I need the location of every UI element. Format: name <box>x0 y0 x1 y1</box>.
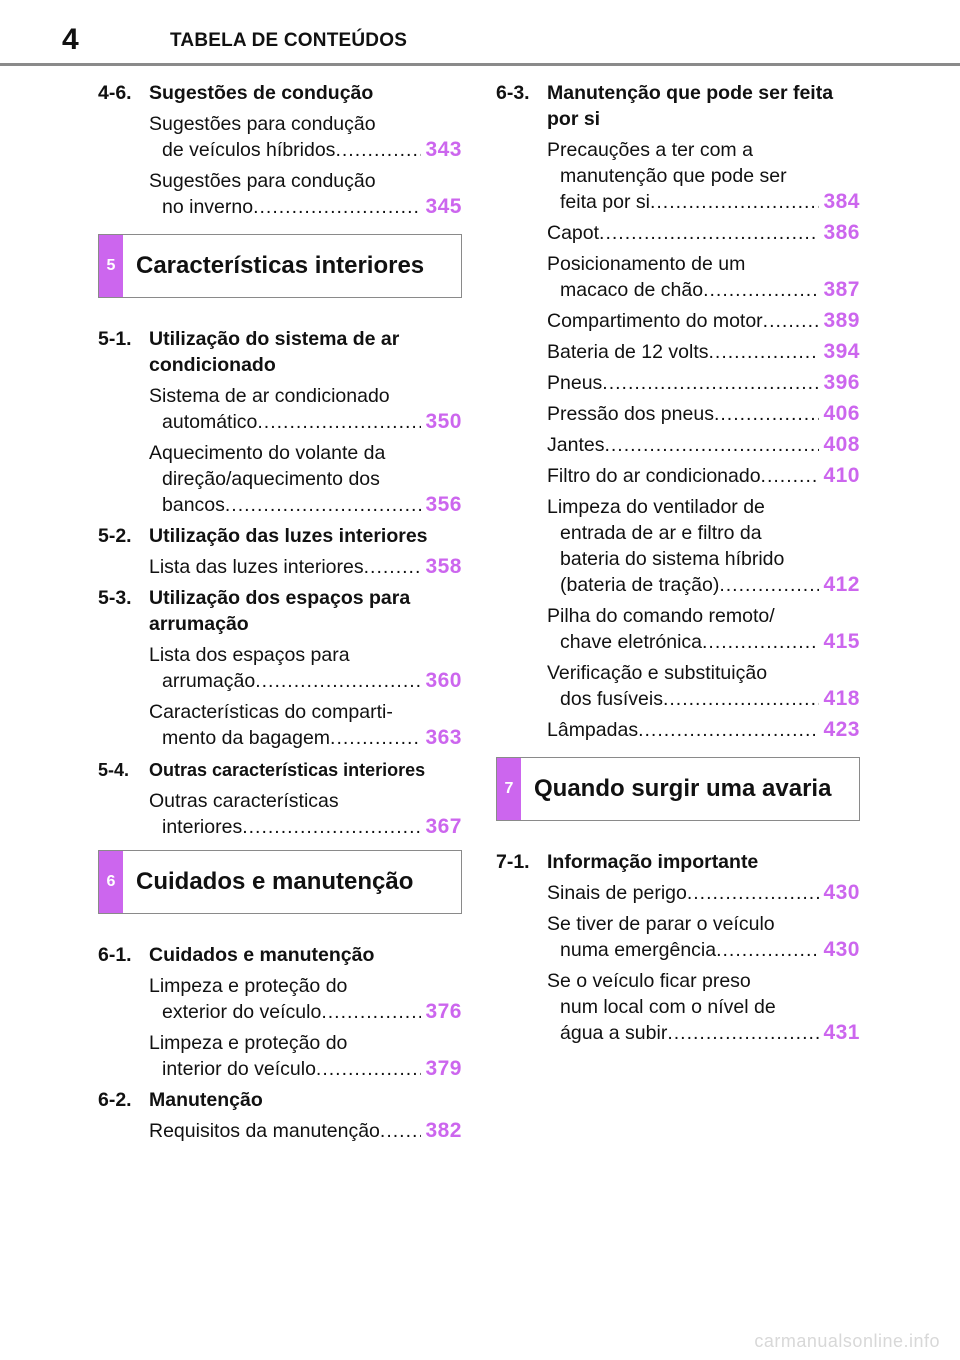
leader-dots <box>719 572 819 598</box>
toc-entry[interactable] <box>547 603 860 655</box>
section-title: Manutenção <box>149 1089 263 1111</box>
entry-page-number[interactable]: 343 <box>425 138 462 161</box>
entry-page-number[interactable]: 406 <box>823 402 860 425</box>
toc-entry[interactable] <box>547 220 860 246</box>
section-heading <box>98 585 462 637</box>
toc-right-column <box>496 80 860 1051</box>
toc-entry[interactable] <box>149 973 462 1025</box>
leader-dots <box>242 814 421 840</box>
entry-text: bateria do sistema híbrido <box>560 548 785 570</box>
leader-dots <box>316 1056 422 1082</box>
leader-dots <box>667 1020 819 1046</box>
leader-dots <box>663 686 819 712</box>
entry-text: Pilha do comando remoto/ <box>547 605 775 627</box>
entry-text: Lista das luzes interiores <box>149 556 364 578</box>
entry-text: Lista dos espaços para <box>149 644 350 666</box>
toc-entry[interactable] <box>149 554 462 580</box>
toc-entry[interactable] <box>547 339 860 365</box>
toc-entry[interactable] <box>547 432 860 458</box>
section-number: 6-3. <box>496 82 530 104</box>
entry-text: Jantes <box>547 434 605 456</box>
entry-page-number[interactable]: 430 <box>823 881 860 904</box>
leader-dots <box>638 717 819 743</box>
entry-text: interior do veículo <box>162 1058 316 1080</box>
toc-entry[interactable] <box>149 383 462 435</box>
section-title: Outras características interiores <box>149 760 426 780</box>
toc-entry[interactable] <box>547 494 860 598</box>
entry-text: Sugestões para condução <box>149 113 376 135</box>
entry-text: num local com o nível de <box>560 996 776 1018</box>
entry-page-number[interactable]: 412 <box>823 573 860 596</box>
entry-text: Sinais de perigo <box>547 882 687 904</box>
toc-entry[interactable] <box>149 642 462 694</box>
section-title: Cuidados e manutenção <box>149 944 375 966</box>
section-number: 5-2. <box>98 525 132 547</box>
toc-entry[interactable] <box>149 440 462 518</box>
entry-text: Sugestões para condução <box>149 170 376 192</box>
chapter-box[interactable] <box>98 850 462 914</box>
entry-page-number[interactable]: 367 <box>425 815 462 838</box>
page-title: TABELA DE CONTEÚDOS <box>170 30 408 51</box>
section-number: 5-1. <box>98 328 132 350</box>
entry-text: Precauções a ter com a <box>547 139 753 161</box>
chapter-tab: 7 <box>497 758 521 820</box>
entry-text: feita por si <box>560 191 650 213</box>
leader-dots <box>255 668 421 694</box>
toc-entry[interactable] <box>547 463 860 489</box>
entry-text: Características do comparti- <box>149 701 393 723</box>
leader-dots <box>761 463 820 489</box>
entry-text: de veículos híbridos <box>162 139 336 161</box>
entry-text: (bateria de tração) <box>560 574 720 596</box>
leader-dots <box>709 339 820 365</box>
entry-text: macaco de chão <box>560 279 704 301</box>
section-number: 6-1. <box>98 944 132 966</box>
chapter-box[interactable] <box>496 757 860 821</box>
leader-dots <box>253 194 421 220</box>
section-heading <box>496 849 860 875</box>
entry-page-number[interactable]: 379 <box>425 1057 462 1080</box>
section-title: Informação importante <box>547 851 759 873</box>
toc-entry[interactable] <box>149 168 462 220</box>
entry-text: direção/aquecimento dos <box>162 468 380 490</box>
chapter-title: Cuidados e manutenção <box>136 868 414 895</box>
chapter-title: Quando surgir uma avaria <box>534 775 832 802</box>
section-title: condicionado <box>149 354 276 376</box>
toc-entry[interactable] <box>547 370 860 396</box>
toc-entry[interactable] <box>547 401 860 427</box>
watermark: carmanualsonline.info <box>754 1331 940 1351</box>
leader-dots <box>321 999 421 1025</box>
entry-text: Verificação e substituição <box>547 662 768 684</box>
section-heading <box>98 523 462 549</box>
toc-entry[interactable] <box>149 111 462 163</box>
entry-text: Aquecimento do volante da <box>149 442 386 464</box>
entry-page-number[interactable]: 350 <box>425 410 462 433</box>
section-title: por si <box>547 108 601 130</box>
entry-page-number[interactable]: 363 <box>425 726 462 749</box>
entry-page-number[interactable]: 431 <box>823 1021 860 1044</box>
toc-entry[interactable] <box>547 308 860 334</box>
chapter-tab: 6 <box>99 851 123 913</box>
entry-text: exterior do veículo <box>162 1001 322 1023</box>
leader-dots <box>225 492 422 518</box>
entry-page-number[interactable]: 394 <box>823 340 860 363</box>
toc-entry[interactable] <box>149 1030 462 1082</box>
section-heading <box>98 942 462 968</box>
entry-page-number[interactable]: 430 <box>823 938 860 961</box>
entry-page-number[interactable]: 408 <box>823 433 860 456</box>
toc-entry[interactable] <box>149 788 462 840</box>
section-heading <box>98 1087 462 1113</box>
leader-dots <box>650 189 819 215</box>
toc-entry[interactable] <box>547 968 860 1046</box>
entry-text: água a subir <box>560 1022 668 1044</box>
entry-page-number[interactable]: 386 <box>823 221 860 244</box>
entry-page-number[interactable]: 382 <box>425 1119 462 1142</box>
header-divider <box>0 63 960 66</box>
entry-text: Filtro do ar condicionado <box>547 465 761 487</box>
leader-dots <box>257 409 421 435</box>
leader-dots <box>716 937 819 963</box>
entry-text: entrada de ar e filtro da <box>560 522 762 544</box>
entry-text: chave eletrónica <box>560 631 703 653</box>
entry-text: automático <box>162 411 258 433</box>
entry-text: Lâmpadas <box>547 719 639 741</box>
entry-text: Limpeza e proteção do <box>149 975 348 997</box>
chapter-box[interactable] <box>98 234 462 298</box>
entry-page-number[interactable]: 389 <box>823 309 860 332</box>
entry-page-number[interactable]: 387 <box>823 278 860 301</box>
entry-page-number[interactable]: 410 <box>823 464 860 487</box>
section-heading <box>98 80 462 106</box>
section-title: Utilização do sistema de ar <box>149 328 400 350</box>
leader-dots <box>599 220 819 246</box>
entry-text: dos fusíveis <box>560 688 663 710</box>
section-heading <box>98 757 462 783</box>
entry-page-number[interactable]: 384 <box>823 190 860 213</box>
entry-text: Outras características <box>149 790 339 812</box>
entry-text: no inverno <box>162 196 254 218</box>
entry-page-number[interactable]: 418 <box>823 687 860 710</box>
chapter-title: Características interiores <box>136 252 425 279</box>
entry-text: Bateria de 12 volts <box>547 341 709 363</box>
toc-entry[interactable] <box>547 717 860 743</box>
section-title: Manutenção que pode ser feita <box>547 82 834 104</box>
entry-page-number[interactable]: 356 <box>425 493 462 516</box>
entry-page-number[interactable]: 415 <box>823 630 860 653</box>
toc-entry[interactable] <box>547 137 860 215</box>
entry-text: manutenção que pode ser <box>560 165 787 187</box>
entry-text: numa emergência <box>560 939 717 961</box>
page-number: 4 <box>62 23 79 56</box>
section-number: 5-3. <box>98 587 132 609</box>
entry-text: mento da bagagem <box>162 727 331 749</box>
entry-text: Compartimento do motor <box>547 310 763 332</box>
section-heading <box>496 80 860 132</box>
toc-entry[interactable] <box>547 251 860 303</box>
entry-page-number[interactable]: 360 <box>425 669 462 692</box>
leader-dots <box>702 629 819 655</box>
entry-text: Posicionamento de um <box>547 253 746 275</box>
toc-left-column <box>98 80 462 1149</box>
leader-dots <box>703 277 819 303</box>
toc-entry[interactable] <box>149 1118 462 1144</box>
page-header <box>0 0 960 66</box>
entry-text: Se o veículo ficar preso <box>547 970 751 992</box>
section-title: arrumação <box>149 613 249 635</box>
leader-dots <box>330 725 421 751</box>
section-title: Utilização dos espaços para <box>149 587 411 609</box>
toc-entry[interactable] <box>547 880 860 906</box>
section-title: Utilização das luzes interiores <box>149 525 428 547</box>
leader-dots <box>687 880 820 906</box>
entry-text: Capot <box>547 222 600 244</box>
entry-page-number[interactable]: 345 <box>425 195 462 218</box>
leader-dots <box>335 137 421 163</box>
section-number: 6-2. <box>98 1089 132 1111</box>
leader-dots <box>364 554 422 580</box>
entry-text: Sistema de ar condicionado <box>149 385 390 407</box>
section-heading <box>98 326 462 378</box>
entry-page-number[interactable]: 358 <box>425 555 462 578</box>
section-number: 4-6. <box>98 82 132 104</box>
toc-entry[interactable] <box>547 660 860 712</box>
leader-dots <box>604 432 819 458</box>
toc-entry[interactable] <box>547 911 860 963</box>
leader-dots <box>602 370 819 396</box>
entry-text: Limpeza e proteção do <box>149 1032 348 1054</box>
entry-text: Pneus <box>547 372 603 394</box>
entry-text: interiores <box>162 816 243 838</box>
toc-entry[interactable] <box>149 699 462 751</box>
section-number: 7-1. <box>496 851 530 873</box>
leader-dots <box>714 401 820 427</box>
entry-text: arrumação <box>162 670 256 692</box>
entry-page-number[interactable]: 423 <box>823 718 860 741</box>
section-number: 5-4. <box>98 760 130 780</box>
entry-text: Pressão dos pneus <box>547 403 714 425</box>
leader-dots <box>380 1118 422 1144</box>
entry-text: Requisitos da manutenção <box>149 1120 380 1142</box>
leader-dots <box>763 308 820 334</box>
entry-text: Se tiver de parar o veículo <box>547 913 775 935</box>
entry-page-number[interactable]: 376 <box>425 1000 462 1023</box>
chapter-tab: 5 <box>99 235 123 297</box>
entry-page-number[interactable]: 396 <box>823 371 860 394</box>
entry-text: bancos <box>162 494 225 516</box>
entry-text: Limpeza do ventilador de <box>547 496 765 518</box>
section-title: Sugestões de condução <box>149 82 374 104</box>
